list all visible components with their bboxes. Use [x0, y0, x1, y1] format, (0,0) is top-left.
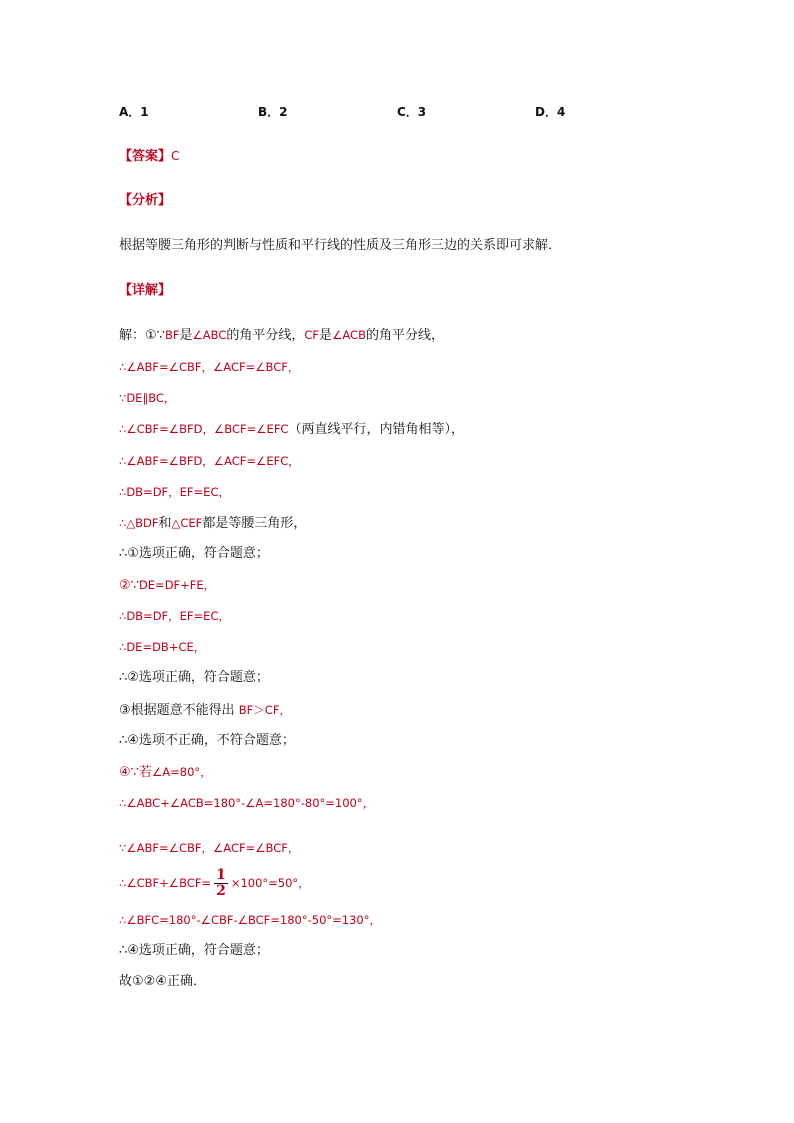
- text-segment: BF＞CF，: [238, 703, 291, 717]
- detail-line-17: ∵∠ABF=∠CBF，∠ACF=∠BCF，: [119, 841, 300, 855]
- analysis-heading-line: [119, 192, 171, 210]
- detail-line-13: [119, 701, 291, 720]
- text-segment: ∠A=80°，: [151, 765, 212, 779]
- text-segment: ∠ABC: [192, 328, 227, 342]
- detail-line-2: ∴∠ABF=∠CBF，∠ACF=∠BCF，: [119, 360, 300, 374]
- detail-line-4: [119, 420, 464, 439]
- text-segment: 的角平分线，: [365, 328, 444, 343]
- detail-line-14: ∴④选项不正确，不符合题意；: [119, 733, 295, 748]
- detail-line-11: ∴DE=DB+CE，: [119, 640, 206, 654]
- text-segment: ④∵若: [119, 765, 152, 780]
- text-segment: 和: [158, 516, 172, 531]
- text-segment: △CEF: [171, 516, 203, 530]
- detail-line-9: [119, 576, 215, 595]
- option-c: C．3: [397, 105, 427, 119]
- text-segment: DE=DF+FE，: [138, 578, 216, 592]
- detail-line-7: [119, 514, 306, 533]
- text-segment: 是: [319, 328, 333, 343]
- text-segment: ×100°=50°，: [230, 876, 310, 890]
- detail-line-18: [119, 864, 310, 902]
- detail-line-21: 故①②④正确．: [119, 974, 206, 989]
- text-segment: 的角平分线，: [226, 328, 305, 343]
- detail-line-16: ∴∠ABC+∠ACB=180°-∠A=180°-80°=100°，: [119, 796, 375, 810]
- answer-heading: 【答案】: [119, 149, 172, 164]
- detail-heading: 【详解】: [119, 283, 172, 298]
- text-segment: ∴∠CBF=∠BFD，∠BCF=∠EFC: [119, 422, 289, 436]
- detail-line-5: ∴∠ABF=∠BFD，∠ACF=∠EFC，: [119, 454, 300, 468]
- option-a: A．1: [119, 105, 149, 119]
- text-segment: BF: [164, 328, 180, 342]
- analysis-text: 根据等腰三角形的判断与性质和平行线的性质及三角形三边的关系即可求解．: [119, 238, 562, 253]
- answer-value: C: [171, 149, 180, 163]
- text-segment: 是: [179, 328, 193, 343]
- text-segment: ∠ACB: [332, 328, 366, 342]
- text-segment: CF: [304, 328, 320, 342]
- detail-line-10: ∴DB=DF，EF=EC，: [119, 609, 230, 623]
- detail-line-12: ∴②选项正确，符合题意；: [119, 670, 269, 685]
- option-b: B．2: [258, 105, 288, 119]
- detail-line-6: ∴DB=DF，EF=EC，: [119, 485, 230, 499]
- fraction-one-half: [214, 868, 228, 899]
- text-segment: ②∵: [119, 578, 139, 593]
- fraction-numerator: 1: [216, 867, 226, 883]
- text-segment: ∴∠CBF+∠BCF=: [119, 876, 212, 890]
- text-segment: （两直线平行，内错角相等），: [288, 422, 464, 437]
- detail-line-8: ∴①选项正确，符合题意；: [119, 546, 269, 561]
- text-segment: 都是等腰三角形，: [202, 516, 307, 531]
- analysis-heading: 【分析】: [119, 193, 172, 208]
- text-segment: ③根据题意不能得出: [119, 703, 235, 718]
- detail-line-1: [119, 326, 444, 345]
- answer-line: [119, 147, 179, 166]
- detail-heading-line: [119, 282, 171, 300]
- detail-line-3: ∵DE∥BC，: [119, 391, 176, 405]
- text-segment: 解：①∵: [119, 328, 165, 343]
- detail-line-15: [119, 763, 212, 782]
- text-segment: ∴△BDF: [119, 516, 159, 530]
- answer-options: [119, 103, 679, 121]
- option-d: D．4: [535, 105, 566, 119]
- detail-line-20: ∴④选项正确，符合题意；: [119, 943, 269, 958]
- detail-line-19: ∴∠BFC=180°-∠CBF-∠BCF=180°-50°=130°，: [119, 913, 381, 927]
- fraction-denominator: 2: [216, 883, 226, 899]
